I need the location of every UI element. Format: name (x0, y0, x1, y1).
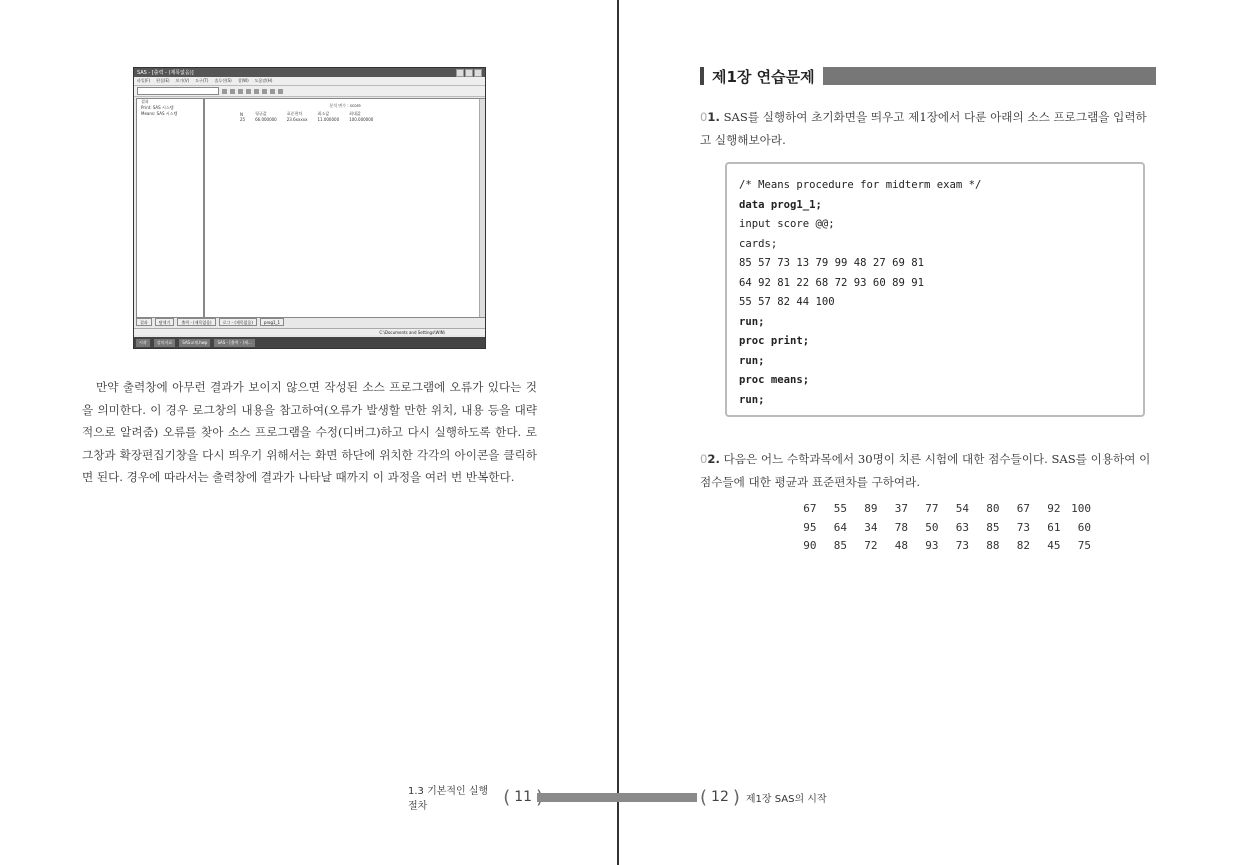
score-cell: 90 (803, 539, 817, 552)
right-footer (700, 786, 827, 808)
menu-item: 파일(F) (137, 78, 151, 83)
tree-item: Print: SAS 시스템 (141, 105, 174, 110)
code-line: proc means; (739, 374, 810, 386)
page-number: 12 (711, 789, 729, 805)
tab-results: 결과 (136, 318, 152, 326)
tab-explorer: 탐색기 (155, 318, 175, 326)
sas-window-screenshot (133, 67, 486, 349)
table-cell: 25 (240, 117, 246, 122)
score-cell: 63 (955, 520, 969, 534)
sas-menubar (134, 77, 485, 86)
toolbar-icon (278, 89, 283, 94)
code-line: run; (739, 354, 765, 367)
menu-item: 편집(E) (156, 78, 170, 83)
score-cell: 75 (1077, 539, 1091, 552)
window-tabs (136, 318, 482, 326)
start-button: 시작 (136, 339, 150, 347)
question-2 (700, 448, 1156, 493)
score-cell: 60 (1077, 520, 1091, 534)
maximize-icon (465, 69, 473, 77)
score-cell: 64 (833, 520, 847, 534)
question-1 (700, 106, 1156, 151)
minimize-icon (456, 69, 464, 77)
status-bar: C:\Documents and Settings\WIN\ (134, 328, 485, 335)
score-cell: 85 (986, 520, 1000, 534)
code-line: run; (739, 393, 765, 406)
code-line: 55 57 82 44 100 (739, 296, 835, 308)
score-cell: 67 (803, 502, 817, 515)
table-cell: 66.000000 (255, 117, 277, 122)
footer-bar-left-extension (537, 793, 697, 802)
code-line: data prog1_1; (739, 198, 822, 211)
score-cell: 48 (894, 539, 908, 552)
code-line: /* Means procedure for midterm exam */ (739, 179, 982, 191)
score-cell: 89 (864, 502, 878, 515)
windows-taskbar (134, 337, 485, 348)
code-line: 85 57 73 13 79 99 48 27 69 81 (739, 257, 924, 269)
bracket-open: ( (700, 786, 708, 808)
toolbar-icon (246, 89, 251, 94)
tab-editor: prog1_1 (260, 318, 284, 326)
score-cell: 77 (925, 502, 939, 515)
bracket-open: ( (503, 786, 511, 808)
table-header: N (240, 111, 243, 117)
score-cell: 95 (803, 520, 817, 534)
score-cell: 37 (894, 502, 908, 515)
question-text: SAS를 실행하여 초기화면을 띄우고 제1장에서 다룬 아래의 소스 프로그램을 입력하고 실행해보아라. (700, 110, 1147, 147)
table-cell: 100.000000 (349, 117, 374, 122)
page-number: 11 (514, 789, 533, 805)
taskbar-item: 강의자료 (154, 339, 175, 347)
output-header: 분석 변수 : score (329, 103, 361, 108)
score-cell: 34 (864, 520, 878, 534)
tab-output: 출력 - (제목없음) (177, 318, 215, 326)
right-page (619, 0, 1234, 865)
score-cell: 93 (925, 539, 939, 552)
score-cell: 80 (986, 502, 1000, 515)
heading-bar (823, 67, 1156, 85)
code-listing (725, 162, 1145, 417)
toolbar-icon (270, 89, 275, 94)
score-cell: 88 (986, 539, 1000, 552)
window-buttons (456, 69, 482, 77)
question-text: 다음은 어느 수학과목에서 30명이 치른 시험에 대한 점수들이다. SAS를 이용하여 이 점수들에 대한 평균과 표준편차를 구하여라. (700, 452, 1151, 489)
question-number: 02. (700, 452, 720, 466)
toolbar-icon (230, 89, 235, 94)
sas-window-title: SAS - [출력 - (제목없음)] (137, 70, 194, 76)
output-window (204, 98, 486, 318)
running-footer-label: 제1장 SAS의 시작 (745, 793, 827, 805)
code-line: input score @@; (739, 218, 835, 230)
table-cell: 23.6xxxxx (286, 117, 308, 122)
tab-log: 로그 - (제목없음) (219, 318, 257, 326)
score-cell: 82 (1016, 539, 1030, 552)
table-header: 최대값 (349, 111, 361, 116)
table-header: 최소값 (317, 111, 330, 116)
table-header: 표준편차 (286, 111, 303, 116)
score-cell: 73 (955, 539, 969, 552)
score-cell: 72 (864, 539, 878, 552)
sas-titlebar (134, 68, 485, 77)
code-line: proc print; (739, 335, 810, 347)
menu-item: 솔루션(S) (214, 78, 232, 83)
score-row (786, 500, 1091, 519)
table-row (235, 117, 378, 122)
scrollbar (479, 99, 485, 317)
table-cell: 11.000000 (317, 117, 340, 122)
score-table (786, 500, 1091, 556)
question-number: 01. (700, 110, 720, 124)
means-table (235, 111, 378, 122)
sas-toolbar (134, 86, 485, 97)
close-icon (474, 69, 482, 77)
results-tree (136, 98, 204, 318)
code-line: run; (739, 315, 765, 328)
score-cell: 92 (1047, 502, 1061, 515)
score-cell: 50 (925, 520, 939, 534)
code-line: cards; (739, 237, 778, 250)
score-cell: 100 (1071, 502, 1091, 515)
menu-item: 도구(T) (195, 78, 209, 83)
toolbar-icon (254, 89, 259, 94)
score-cell: 85 (833, 539, 847, 552)
bracket-close: ) (732, 786, 740, 808)
heading-title: 제1장 연습문제 (712, 67, 815, 86)
menu-item: 보기(V) (175, 78, 190, 83)
command-box (137, 87, 219, 95)
score-cell: 78 (894, 520, 908, 534)
menu-item: 창(W) (237, 78, 249, 83)
running-footer-label: 1.3 기본적인 실행절차 (408, 786, 489, 812)
score-cell: 45 (1047, 539, 1061, 552)
toolbar-icon (238, 89, 243, 94)
score-cell: 61 (1047, 520, 1061, 534)
score-row (786, 519, 1091, 538)
score-cell: 67 (1016, 502, 1030, 515)
tree-item: Means: SAS 시스템 (141, 111, 178, 116)
heading-mark (700, 67, 704, 85)
taskbar-item: SAS - [출력 - (제... (214, 339, 254, 347)
code-line: 64 92 81 22 68 72 93 60 89 91 (739, 276, 924, 289)
tree-item: 결과 (141, 99, 149, 104)
score-row (786, 537, 1091, 556)
taskbar-item: SAS교재.hwp (179, 339, 210, 347)
score-cell: 73 (1016, 520, 1030, 534)
score-cell: 55 (833, 502, 847, 515)
score-cell: 54 (955, 502, 969, 515)
chapter-exercise-heading (700, 66, 1156, 86)
table-header: 평균값 (255, 111, 267, 116)
toolbar-icon (222, 89, 227, 94)
toolbar-icon (262, 89, 267, 94)
menu-item: 도움말(H) (254, 78, 273, 83)
body-paragraph: 만약 출력창에 아무런 결과가 보이지 않으면 작성된 소스 프로그램에 오류가 있다는 것을 의미한다. 이 경우 로그창의 내용을 참고하여(오류가 발생할 만한 위치, 내용 등을 대략적으로 알려줌) 오류를 찾아 소스 프로그램을 수정(디버그)하고 다시 실행하도록 한다. 로그창과 확장편집기창을 다시 띄우기 위해서는 화면 하단에 위치한 각각의 아이콘을 클릭하면 된다. 경우에 따라서는 출력창에 결과가 나타날 때까지 이 과정을 여러 번 반복한다. (82, 380, 537, 484)
